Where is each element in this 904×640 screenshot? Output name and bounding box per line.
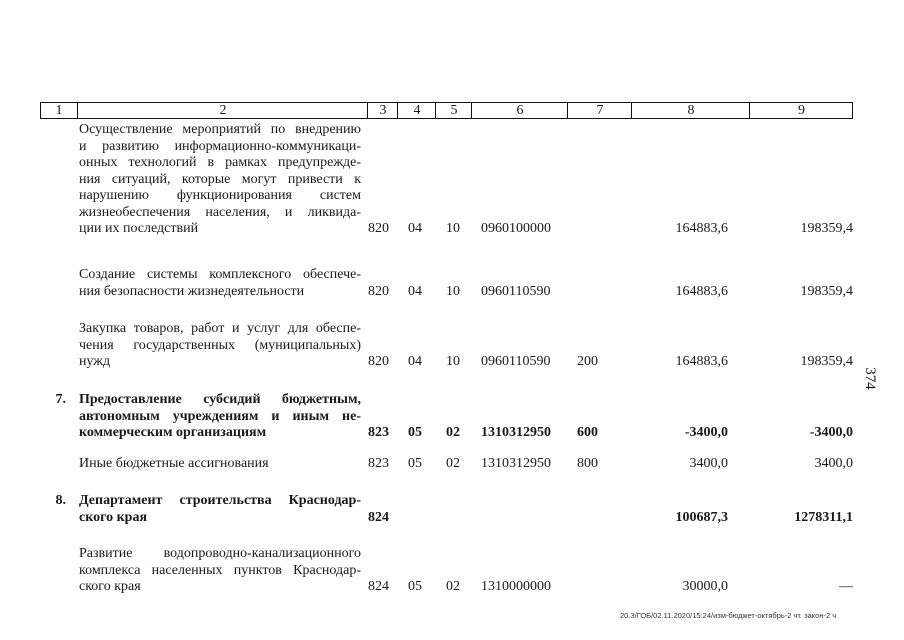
cell-c6: 0960100000 <box>481 221 551 236</box>
row-number: 8. <box>55 493 66 508</box>
cell-c8: 3400,0 <box>689 456 728 471</box>
description-line: онных технологий в рамках предупрежде- <box>79 155 361 170</box>
header-cell-5: 5 <box>435 103 472 118</box>
cell-c3: 824 <box>368 579 389 594</box>
cell-c4: 04 <box>408 354 422 369</box>
cell-c9: 1278311,1 <box>794 509 853 525</box>
cell-c7: 800 <box>577 456 598 471</box>
cell-c6: 1310312950 <box>481 425 551 440</box>
description-line: Иные бюджетные ассигнования <box>79 456 269 471</box>
header-cell-8: 8 <box>631 103 750 118</box>
description-line: чения государственных (муниципальных) <box>79 337 361 353</box>
cell-c5: 10 <box>446 283 460 299</box>
cell-c8: 100687,3 <box>675 509 728 525</box>
description-line: ского края <box>79 509 148 525</box>
cell-c9: 198359,4 <box>800 283 853 299</box>
description-line: нарушению функционирования систем <box>79 188 361 203</box>
cell-c5: 02 <box>446 456 460 471</box>
cell-c5: 02 <box>446 425 460 440</box>
header-cell-6: 6 <box>471 103 568 118</box>
row-description <box>79 493 361 526</box>
cell-c9: 198359,4 <box>800 354 853 369</box>
row-description <box>79 392 361 442</box>
cell-c7: 200 <box>577 354 598 369</box>
description-line: автономным учреждениям и иным не- <box>79 408 361 424</box>
description-line: ния ситуаций, которые могут привести к <box>79 171 361 187</box>
description-line: Закупка товаров, работ и услуг для обеспе- <box>79 321 361 336</box>
cell-c9: — <box>839 579 853 594</box>
cell-c8: -3400,0 <box>684 425 728 440</box>
page-number: 374 <box>861 367 878 390</box>
row-description <box>79 321 361 371</box>
cell-c3: 820 <box>368 283 389 299</box>
cell-c8: 164883,6 <box>675 283 728 299</box>
row-number: 7. <box>55 392 66 407</box>
cell-c4: 05 <box>408 579 422 594</box>
cell-c6: 0960110590 <box>481 354 551 369</box>
cell-c4: 04 <box>408 283 422 299</box>
cell-c5: 02 <box>446 579 460 594</box>
cell-c8: 30000,0 <box>682 579 728 594</box>
cell-c9: 3400,0 <box>814 456 853 471</box>
cell-c3: 824 <box>368 509 389 525</box>
description-line: комплекса населенных пунктов Краснодар- <box>79 562 361 578</box>
cell-c8: 164883,6 <box>675 221 728 236</box>
row-description <box>79 267 361 300</box>
cell-c5: 10 <box>446 221 460 236</box>
row-description <box>79 456 361 473</box>
description-line: ния безопасности жизнедеятельности <box>79 283 305 299</box>
cell-c3: 823 <box>368 456 389 471</box>
cell-c3: 820 <box>368 354 389 369</box>
cell-c5: 10 <box>446 354 460 369</box>
row-description <box>79 546 361 596</box>
description-line: Развитие водопроводно-канализационного <box>79 546 361 561</box>
cell-c9: -3400,0 <box>809 425 853 440</box>
description-line: ского края <box>79 579 141 594</box>
header-cell-3: 3 <box>367 103 398 118</box>
description-line: нужд <box>79 354 111 369</box>
header-cell-2: 2 <box>77 103 368 118</box>
cell-c9: 198359,4 <box>800 221 853 236</box>
cell-c4: 05 <box>408 456 422 471</box>
cell-c7: 600 <box>577 425 598 440</box>
cell-c6: 1310312950 <box>481 456 551 471</box>
table-header-row <box>40 102 853 119</box>
description-line: Создание системы комплексного обеспече- <box>79 267 361 282</box>
row-description <box>79 122 361 238</box>
description-line: жизнеобеспечения населения, и ликвида- <box>79 204 361 220</box>
description-line: ции их последствий <box>79 221 199 236</box>
description-line: и развитию информационно-коммуникаци- <box>79 138 361 154</box>
header-cell-7: 7 <box>567 103 632 118</box>
cell-c3: 820 <box>368 221 389 236</box>
description-line: Департамент строительства Краснодар- <box>79 493 361 508</box>
cell-c6: 0960110590 <box>481 283 551 299</box>
cell-c6: 1310000000 <box>481 579 551 594</box>
description-line: коммерческим организациям <box>79 425 267 440</box>
header-cell-9: 9 <box>749 103 853 118</box>
cell-c3: 823 <box>368 425 389 440</box>
cell-c4: 05 <box>408 425 422 440</box>
footer-stamp: 20.3/ГОБ/02.11.2020/15:24/изм-бюджет-октябрь-2 чт. закон-2 ч <box>620 611 837 620</box>
description-line: Предоставление субсидий бюджетным, <box>79 392 361 407</box>
cell-c8: 164883,6 <box>675 354 728 369</box>
description-line: Осуществление мероприятий по внедрению <box>79 122 361 137</box>
header-cell-1: 1 <box>55 103 63 118</box>
cell-c4: 04 <box>408 221 422 236</box>
header-cell-4: 4 <box>397 103 436 118</box>
